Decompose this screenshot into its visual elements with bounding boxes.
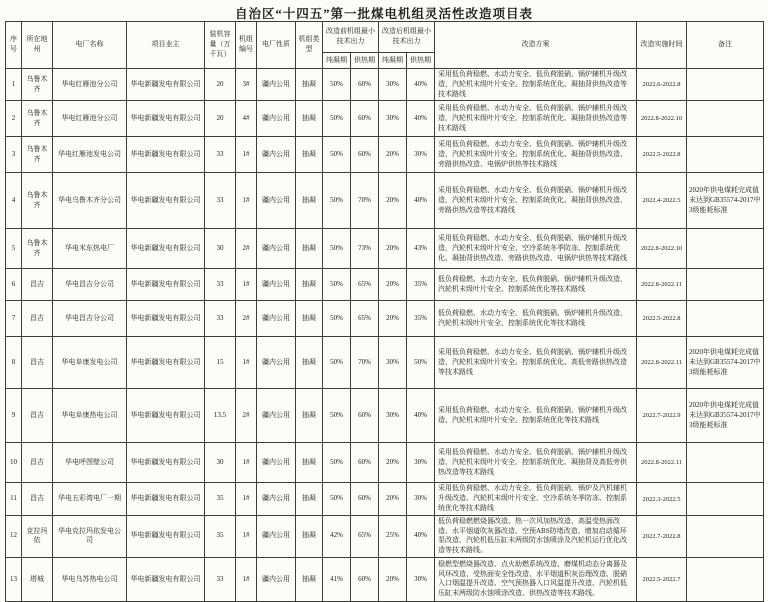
cell-plan: 采用低负荷稳燃、水动力安全、低负荷脱硝、锅炉辅机升级改造、汽轮机末级叶片安全、控制系统优化、凝抽背及高低旁供热改造等技术路线 [435, 443, 637, 483]
cell-before-heat: 70% [351, 337, 379, 389]
cell-no: 3 [6, 137, 22, 173]
cell-before-pure: 50% [323, 173, 351, 229]
table-row [6, 69, 764, 101]
cell-before-pure: 50% [323, 337, 351, 389]
cell-remark [687, 557, 764, 601]
cell-remark [687, 269, 764, 301]
cell-unit-no: 1# [236, 443, 257, 483]
header-capacity: 装机容量（万千瓦） [205, 22, 236, 69]
cell-owner: 华电新疆发电有限公司 [127, 389, 205, 443]
cell-capacity: 30 [205, 443, 236, 483]
cell-plant-nature: 疆内公用 [257, 69, 296, 101]
cell-plan: 采用低负荷稳燃、水动力安全、低负荷脱硝、锅炉辅机升级改造，汽轮机末级叶片安全、控制系统优化、凝抽背供热改造、旁路供热改造、电锅炉供热等技术路线 [435, 137, 637, 173]
cell-plan: 低负荷稳燃、水动力安全、低负荷脱硝、锅炉辅机升级改造，汽轮机末级叶片安全、控制系统优化等技术路线 [435, 269, 637, 301]
cell-plant: 华电呼图壁公司 [53, 443, 127, 483]
cell-region: 乌鲁木齐 [22, 69, 53, 101]
cell-before-heat: 65% [351, 515, 379, 557]
cell-after-pure: 30% [379, 69, 407, 101]
cell-plant: 华电五彩湾电厂一期 [53, 483, 127, 515]
cell-owner: 华电新疆发电有限公司 [127, 515, 205, 557]
cell-no: 1 [6, 69, 22, 101]
cell-region: 昌吉 [22, 443, 53, 483]
cell-remark: 2020年供电煤耗完成值未达到GB35574-2017中3级能耗标准 [687, 337, 764, 389]
cell-unit-type: 抽凝 [296, 483, 323, 515]
cell-remark [687, 137, 764, 173]
cell-after-pure: 20% [379, 557, 407, 601]
cell-time: 2022.8-2022.11 [637, 269, 687, 301]
table-row [6, 389, 764, 443]
cell-time: 2022.8-2022.11 [637, 443, 687, 483]
cell-plant: 华电克拉玛依发电公司 [53, 515, 127, 557]
cell-capacity: 33 [205, 301, 236, 337]
cell-after-heat: 40% [407, 389, 435, 443]
cell-before-heat: 60% [351, 101, 379, 137]
cell-no: 10 [6, 443, 22, 483]
cell-remark [687, 483, 764, 515]
cell-after-heat: 43% [407, 229, 435, 269]
cell-before-heat: 65% [351, 269, 379, 301]
cell-before-pure: 50% [323, 443, 351, 483]
cell-owner: 华电新疆发电有限公司 [127, 229, 205, 269]
cell-time: 2022.3-2022.5 [637, 483, 687, 515]
cell-unit-type: 抽凝 [296, 337, 323, 389]
cell-no: 8 [6, 337, 22, 389]
cell-remark [687, 229, 764, 269]
header-unit-no: 机组编号 [236, 22, 257, 69]
cell-after-pure: 20% [379, 229, 407, 269]
cell-plant: 华电昌吉分公司 [53, 269, 127, 301]
header-remark: 备注 [687, 22, 764, 69]
cell-plant: 华电红雁池发电公司 [53, 137, 127, 173]
cell-after-pure: 30% [379, 101, 407, 137]
table-header [6, 22, 764, 69]
cell-unit-type: 抽凝 [296, 443, 323, 483]
cell-unit-no: 1# [236, 483, 257, 515]
cell-plant-nature: 疆内公用 [257, 269, 296, 301]
table-row [6, 173, 764, 229]
cell-after-heat: 35% [407, 269, 435, 301]
cell-plant: 华电昌吉分公司 [53, 301, 127, 337]
cell-time: 2022.7-2022.8 [637, 515, 687, 557]
cell-capacity: 35 [205, 483, 236, 515]
cell-plant-nature: 疆内公用 [257, 137, 296, 173]
cell-owner: 华电新疆发电有限公司 [127, 173, 205, 229]
cell-plant: 华电红雁池分公司 [53, 101, 127, 137]
cell-before-pure: 50% [323, 483, 351, 515]
cell-unit-no: 1# [236, 137, 257, 173]
cell-owner: 华电新疆发电有限公司 [127, 557, 205, 601]
cell-time: 2022.5-2022.8 [637, 301, 687, 337]
cell-unit-no: 2# [236, 301, 257, 337]
cell-unit-no: 1# [236, 515, 257, 557]
cell-plant: 华电阜康热电公司 [53, 389, 127, 443]
cell-unit-no: 4# [236, 101, 257, 137]
cell-remark [687, 515, 764, 557]
cell-no: 11 [6, 483, 22, 515]
cell-plant-nature: 疆内公用 [257, 557, 296, 601]
cell-no: 6 [6, 269, 22, 301]
cell-before-heat: 65% [351, 301, 379, 337]
cell-unit-type: 抽凝 [296, 101, 323, 137]
cell-no: 2 [6, 101, 22, 137]
cell-remark [687, 101, 764, 137]
cell-before-heat: 60% [351, 557, 379, 601]
cell-plan: 采用低负荷稳燃、水动力安全、低负荷脱硝、锅炉辅机升级改造，汽轮机末级叶片安全、控制系统优化、高低旁路供热改造等技术路线 [435, 337, 637, 389]
cell-after-heat: 50% [407, 337, 435, 389]
cell-before-pure: 50% [323, 137, 351, 173]
cell-time: 2022.5-2022.8 [637, 137, 687, 173]
cell-plant-nature: 疆内公用 [257, 443, 296, 483]
cell-region: 昌吉 [22, 483, 53, 515]
cell-capacity: 30 [205, 229, 236, 269]
header-after-pure: 纯凝期 [379, 53, 407, 69]
cell-after-pure: 25% [379, 515, 407, 557]
cell-plant: 华电阜康发电公司 [53, 337, 127, 389]
header-owner: 项目业主 [127, 22, 205, 69]
cell-plant-nature: 疆内公用 [257, 389, 296, 443]
cell-unit-type: 抽凝 [296, 301, 323, 337]
cell-unit-type: 抽凝 [296, 137, 323, 173]
cell-before-pure: 50% [323, 301, 351, 337]
table-row [6, 557, 764, 601]
table-row [6, 101, 764, 137]
cell-unit-no: 2# [236, 229, 257, 269]
header-before-output: 改造前机组最小技术出力 [323, 22, 379, 53]
table-row [6, 269, 764, 301]
cell-after-pure: 30% [379, 337, 407, 389]
header-no: 序号 [6, 22, 22, 69]
cell-before-heat: 60% [351, 69, 379, 101]
cell-unit-no: 2# [236, 389, 257, 443]
cell-plant: 华电乌鲁木齐分公司 [53, 173, 127, 229]
cell-before-heat: 60% [351, 137, 379, 173]
cell-unit-no: 1# [236, 337, 257, 389]
cell-after-heat: 40% [407, 173, 435, 229]
cell-region: 乌鲁木齐 [22, 137, 53, 173]
cell-after-heat: 40% [407, 515, 435, 557]
cell-after-pure: 20% [379, 137, 407, 173]
cell-remark: 2020年供电煤耗完成值未达到GB35574-2017中3级能耗标准 [687, 389, 764, 443]
cell-unit-type: 抽凝 [296, 69, 323, 101]
cell-capacity: 15 [205, 337, 236, 389]
cell-plan: 采用低负荷稳燃、水动力安全、低负荷脱硝、锅炉辅机升级改造，汽轮机末级叶片安全、空冷系统冬季防冻、控制系统优化、凝抽背供热改造、旁路供热改造、电锅炉供热等技术路线 [435, 229, 637, 269]
cell-after-pure: 20% [379, 269, 407, 301]
cell-unit-type: 抽凝 [296, 557, 323, 601]
table-row [6, 515, 764, 557]
header-before-heat: 供热期 [351, 53, 379, 69]
table-row [6, 337, 764, 389]
cell-plan: 稳燃型燃烧器改造、点火助燃系统改造、磨煤机动态分离器及风环改造、受热面安全性改造、水平烟道积灰治理改造、脱硝入口烟温提升改造、空气预热器入口风温提升改造、汽轮机低压缸末两级防水蚀喷涂改造、供热改造等技术路线。 [435, 557, 637, 601]
cell-plant-nature: 疆内公用 [257, 173, 296, 229]
cell-unit-no: 3# [236, 69, 257, 101]
cell-before-heat: 60% [351, 389, 379, 443]
table-row [6, 137, 764, 173]
cell-region: 克拉玛依 [22, 515, 53, 557]
cell-after-heat: 35% [407, 301, 435, 337]
cell-plan: 采用低负荷稳燃、水动力安全、低负荷脱硝、锅炉辅机升级改造、汽轮机末级叶片安全、控制系统优化等技术路线 [435, 389, 637, 443]
cell-before-heat: 60% [351, 483, 379, 515]
cell-owner: 华电新疆发电有限公司 [127, 443, 205, 483]
cell-unit-type: 抽凝 [296, 389, 323, 443]
cell-unit-type: 抽凝 [296, 173, 323, 229]
cell-after-heat: 30% [407, 483, 435, 515]
cell-plan: 低负荷稳燃燃烧器改造、热一次风加热改造、高温受热面改造、水平烟道吹灰器改造、空预ABS防堵改造、增加启动循环泵改造、汽轮机低压缸末两级防水蚀喷涂及汽轮机运行优化改造等技术路线。 [435, 515, 637, 557]
cell-plan: 采用低负荷稳燃、水动力安全、低负荷脱硝、锅炉辅机升级改造，汽轮机末级叶片安全、控制系统优化、凝抽背供热改造、旁路供热改造等技术路线 [435, 173, 637, 229]
cell-owner: 华电新疆发电有限公司 [127, 269, 205, 301]
cell-before-pure: 50% [323, 269, 351, 301]
cell-time: 2022.4-2022.5 [637, 173, 687, 229]
cell-no: 13 [6, 557, 22, 601]
cell-no: 4 [6, 173, 22, 229]
cell-after-heat: 30% [407, 137, 435, 173]
cell-unit-no: 1# [236, 557, 257, 601]
cell-capacity: 13.5 [205, 389, 236, 443]
cell-owner: 华电新疆发电有限公司 [127, 337, 205, 389]
cell-time: 2022.8-2022.10 [637, 229, 687, 269]
cell-owner: 华电新疆发电有限公司 [127, 101, 205, 137]
cell-capacity: 33 [205, 269, 236, 301]
cell-before-pure: 50% [323, 229, 351, 269]
cell-remark [687, 443, 764, 483]
header-plant: 电厂名称 [53, 22, 127, 69]
cell-after-heat: 40% [407, 101, 435, 137]
table-body [6, 69, 764, 602]
cell-before-pure: 50% [323, 101, 351, 137]
page-title: 自治区“十四五”第一批煤电机组灵活性改造项目表 [234, 7, 533, 21]
cell-after-heat: 30% [407, 557, 435, 601]
cell-region: 乌鲁木齐 [22, 229, 53, 269]
cell-before-pure: 42% [323, 515, 351, 557]
cell-plant: 华电米东热电厂 [53, 229, 127, 269]
cell-unit-type: 抽凝 [296, 515, 323, 557]
cell-unit-no: 1# [236, 173, 257, 229]
cell-no: 7 [6, 301, 22, 337]
cell-plant: 华电乌苏热电公司 [53, 557, 127, 601]
cell-unit-no: 1# [236, 269, 257, 301]
cell-capacity: 20 [205, 69, 236, 101]
cell-before-pure: 50% [323, 69, 351, 101]
cell-time: 2022.6-2022.8 [637, 69, 687, 101]
table-row [6, 443, 764, 483]
cell-plant-nature: 疆内公用 [257, 229, 296, 269]
cell-time: 2022.7-2022.9 [637, 389, 687, 443]
cell-owner: 华电新疆发电有限公司 [127, 69, 205, 101]
cell-after-pure: 20% [379, 483, 407, 515]
header-unit-type: 机组类型 [296, 22, 323, 69]
header-after-heat: 供热期 [407, 53, 435, 69]
cell-time: 2022.5-2022.7 [637, 557, 687, 601]
cell-capacity: 33 [205, 557, 236, 601]
cell-region: 乌鲁木齐 [22, 173, 53, 229]
cell-capacity: 20 [205, 101, 236, 137]
cell-region: 昌吉 [22, 337, 53, 389]
cell-plan: 采用低负荷稳燃、水动力安全、低负荷脱硝、锅炉辅机升级改造，汽轮机末级叶片安全、控制系统优化、凝抽背供热改造等技术路线 [435, 69, 637, 101]
cell-plan: 采用低负荷稳燃、水动力安全、低负荷脱硝、锅炉及汽机辅机升级改造、汽轮机末级叶片安全、空冷系统冬季防冻、控制系统优化等技术路线 [435, 483, 637, 515]
cell-remark [687, 69, 764, 101]
cell-time: 2022.8-2022.10 [637, 101, 687, 137]
cell-remark [687, 301, 764, 337]
cell-region: 昌吉 [22, 269, 53, 301]
header-region: 所在地州 [22, 22, 53, 69]
cell-region: 乌鲁木齐 [22, 101, 53, 137]
cell-before-heat: 73% [351, 229, 379, 269]
cell-after-pure: 20% [379, 443, 407, 483]
cell-owner: 华电新疆发电有限公司 [127, 301, 205, 337]
cell-capacity: 33 [205, 173, 236, 229]
cell-owner: 华电新疆发电有限公司 [127, 483, 205, 515]
cell-plan: 低负荷稳燃、水动力安全、低负荷脱硝、锅炉辅机升级改造，汽轮机末级叶片安全、控制系统优化等技术路线 [435, 301, 637, 337]
cell-before-heat: 70% [351, 173, 379, 229]
cell-after-heat: 30% [407, 443, 435, 483]
cell-plant-nature: 疆内公用 [257, 101, 296, 137]
cell-plan: 采用低负荷稳燃、水动力安全、低负荷脱硝、锅炉辅机升级改造，汽轮机末级叶片安全、控制系统优化、凝抽背供热改造等技术路线 [435, 101, 637, 137]
cell-capacity: 33 [205, 137, 236, 173]
cell-no: 12 [6, 515, 22, 557]
cell-after-heat: 40% [407, 69, 435, 101]
cell-region: 昌吉 [22, 301, 53, 337]
cell-after-pure: 30% [379, 389, 407, 443]
cell-plant-nature: 疆内公用 [257, 483, 296, 515]
cell-plant-nature: 疆内公用 [257, 301, 296, 337]
cell-no: 9 [6, 389, 22, 443]
cell-unit-type: 抽凝 [296, 269, 323, 301]
cell-plant: 华电红雁池分公司 [53, 69, 127, 101]
cell-capacity: 35 [205, 515, 236, 557]
cell-owner: 华电新疆发电有限公司 [127, 137, 205, 173]
cell-before-heat: 60% [351, 443, 379, 483]
cell-after-pure: 20% [379, 173, 407, 229]
cell-remark: 2020年供电煤耗完成值未达到GB35574-2017中3级能耗标准 [687, 173, 764, 229]
cell-plant-nature: 疆内公用 [257, 515, 296, 557]
cell-time: 2022.8-2022.11 [637, 337, 687, 389]
project-table [5, 21, 764, 602]
table-row [6, 483, 764, 515]
cell-no: 5 [6, 229, 22, 269]
cell-before-pure: 41% [323, 557, 351, 601]
header-plan: 改造方案 [435, 22, 637, 69]
table-row [6, 301, 764, 337]
cell-region: 昌吉 [22, 389, 53, 443]
header-time: 改造实施时间 [637, 22, 687, 69]
header-before-pure: 纯凝期 [323, 53, 351, 69]
cell-before-pure: 50% [323, 389, 351, 443]
header-after-output: 改造后机组最小技术出力 [379, 22, 435, 53]
cell-region: 塔城 [22, 557, 53, 601]
cell-plant-nature: 疆内公用 [257, 337, 296, 389]
cell-after-pure: 20% [379, 301, 407, 337]
table-row [6, 229, 764, 269]
header-plant-nature: 电厂性质 [257, 22, 296, 69]
cell-unit-type: 抽凝 [296, 229, 323, 269]
